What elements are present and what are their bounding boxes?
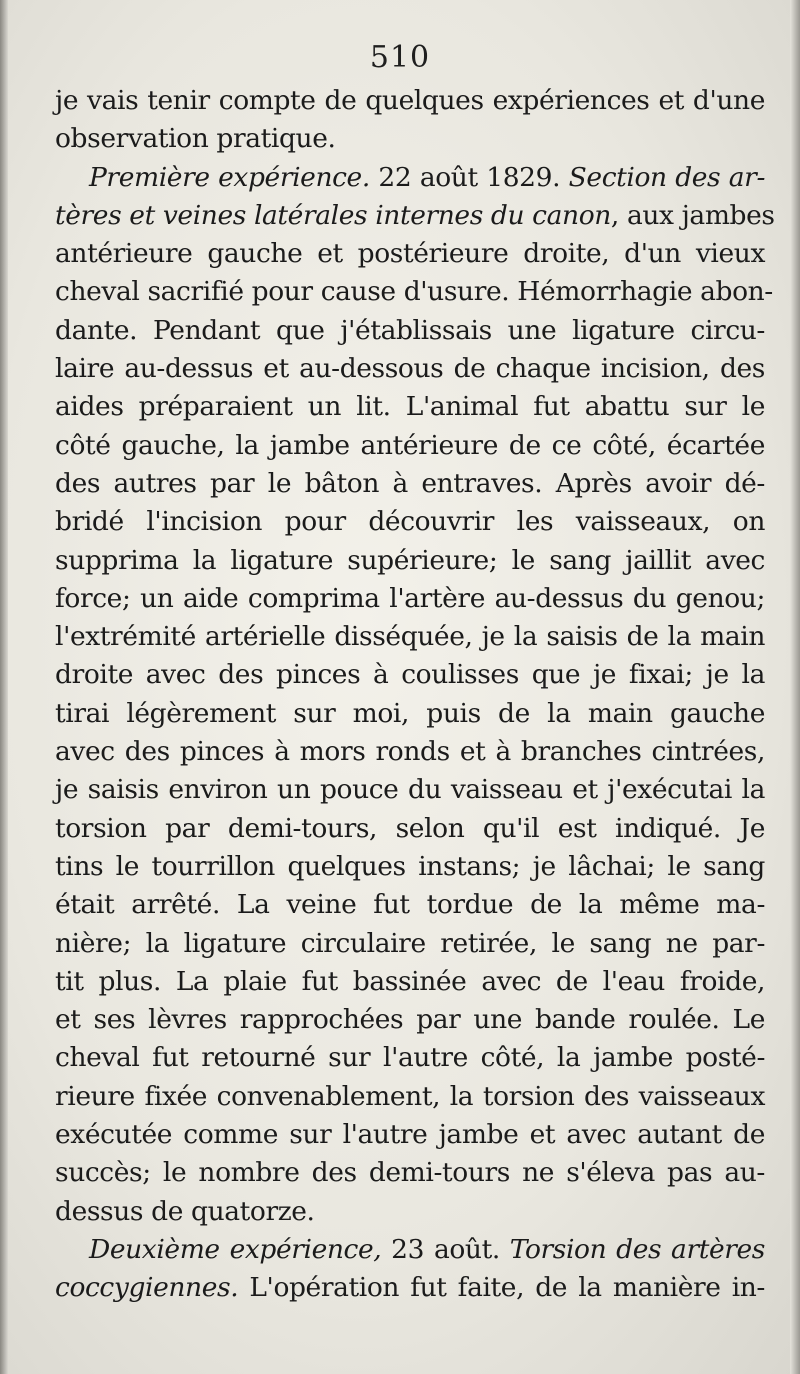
text-line <box>55 388 765 426</box>
text-line <box>55 695 765 733</box>
text-run: antérieure gauche et postérieure droite, d'un vieux <box>55 238 765 270</box>
text-run: observation pratique. <box>55 123 336 155</box>
text-run: tirai légèrement sur moi, puis de la main gauche <box>55 697 765 729</box>
text-run: côté gauche, la jambe antérieure de ce côté, écartée <box>55 429 765 461</box>
text-run: , aux jambes <box>610 199 775 231</box>
text-line <box>55 235 765 273</box>
text-run: torsion par demi-tours, selon qu'il est indiqué. Je <box>55 812 765 844</box>
text-run: l'extrémité artérielle disséquée, je la saisis de la main <box>55 621 765 653</box>
text-line <box>55 1078 765 1116</box>
text-line <box>55 503 765 541</box>
italic-run: Section des ar- <box>568 161 766 193</box>
text-line <box>55 771 765 809</box>
text-line <box>55 197 775 235</box>
text-line <box>55 542 765 580</box>
text-run: aides préparaient un lit. L'animal fut abattu sur le <box>55 391 765 423</box>
text-run: 23 août. <box>381 1233 510 1265</box>
text-run: des autres par le bâton à entraves. Après avoir dé- <box>55 467 765 499</box>
text-run: était arrêté. La veine fut tordue de la même ma- <box>55 889 765 921</box>
text-run: L'opération fut faite, de la manière in- <box>238 1272 765 1304</box>
text-run: je saisis environ un pouce du vaisseau et j'exécutai la <box>55 774 765 806</box>
text-line <box>55 82 765 120</box>
text-line <box>55 1039 765 1077</box>
text-run: supprima la ligature supérieure; le sang jaillit avec <box>55 544 765 576</box>
text-line <box>55 656 765 694</box>
text-line <box>55 1116 765 1154</box>
text-run: dessus de quatorze. <box>55 1195 315 1227</box>
text-line <box>55 465 765 503</box>
text-run: exécutée comme sur l'autre jambe et avec autant de <box>55 1119 765 1151</box>
italic-run: coccygiennes. <box>55 1272 239 1304</box>
text-run: tit plus. La plaie fut bassinée avec de l'eau froide, <box>55 965 765 997</box>
text-run: bridé l'incision pour découvrir les vaisseaux, on <box>55 506 765 538</box>
text-line <box>55 925 765 963</box>
italic-run: Deuxième expérience, <box>89 1233 382 1265</box>
text-run: dante. Pendant que j'établissais une ligature circu- <box>55 314 765 346</box>
text-run: cheval fut retourné sur l'autre côté, la jambe posté- <box>55 1042 765 1074</box>
text-run: tins le tourrillon quelques instans; je lâchai; le sang <box>55 850 765 882</box>
page-left-edge <box>0 0 8 1374</box>
text-run: avec des pinces à mors ronds et à branches cintrées, <box>55 736 765 768</box>
italic-run: Première expérience. <box>89 161 370 193</box>
text-line <box>55 273 773 311</box>
text-line <box>55 350 765 388</box>
text-line <box>55 810 765 848</box>
text-line <box>55 848 765 886</box>
text-run: succès; le nombre des demi-tours ne s'éleva pas au- <box>55 1157 765 1189</box>
text-line <box>55 733 765 771</box>
text-line <box>55 963 765 1001</box>
text-run: droite avec des pinces à coulisses que je fixai; je la <box>55 659 765 691</box>
text-line <box>55 120 765 158</box>
text-line <box>55 618 765 656</box>
text-line <box>55 312 765 350</box>
body-text <box>55 82 775 1308</box>
text-line <box>55 427 765 465</box>
text-line <box>55 1001 765 1039</box>
text-line <box>55 580 765 618</box>
text-run: je vais tenir compte de quelques expériences et d'une <box>55 85 765 116</box>
text-run: 22 août 1829. <box>369 161 569 193</box>
text-run: nière; la ligature circulaire retirée, le sang ne par- <box>55 927 765 959</box>
text-run: cheval sacrifié pour cause d'usure. Hémorrhagie abon- <box>55 276 773 308</box>
text-line <box>55 1231 765 1269</box>
italic-run: tères et veines latérales internes du canon <box>55 199 611 231</box>
page-right-edge <box>790 0 800 1374</box>
text-line <box>55 1154 765 1192</box>
text-run: force; un aide comprima l'artère au-dessus du genou; <box>55 582 765 614</box>
text-line <box>55 159 765 197</box>
text-run: rieure fixée convenablement, la torsion des vaisseaux <box>55 1080 765 1112</box>
text-run: et ses lèvres rapprochées par une bande roulée. Le <box>55 1004 765 1036</box>
text-line <box>55 886 765 924</box>
page-number: 510 <box>369 40 431 75</box>
text-line <box>55 1269 765 1307</box>
text-line <box>55 1193 765 1231</box>
italic-run: Torsion des artères <box>509 1233 766 1265</box>
text-run: laire au-dessus et au-dessous de chaque incision, des <box>55 353 765 385</box>
